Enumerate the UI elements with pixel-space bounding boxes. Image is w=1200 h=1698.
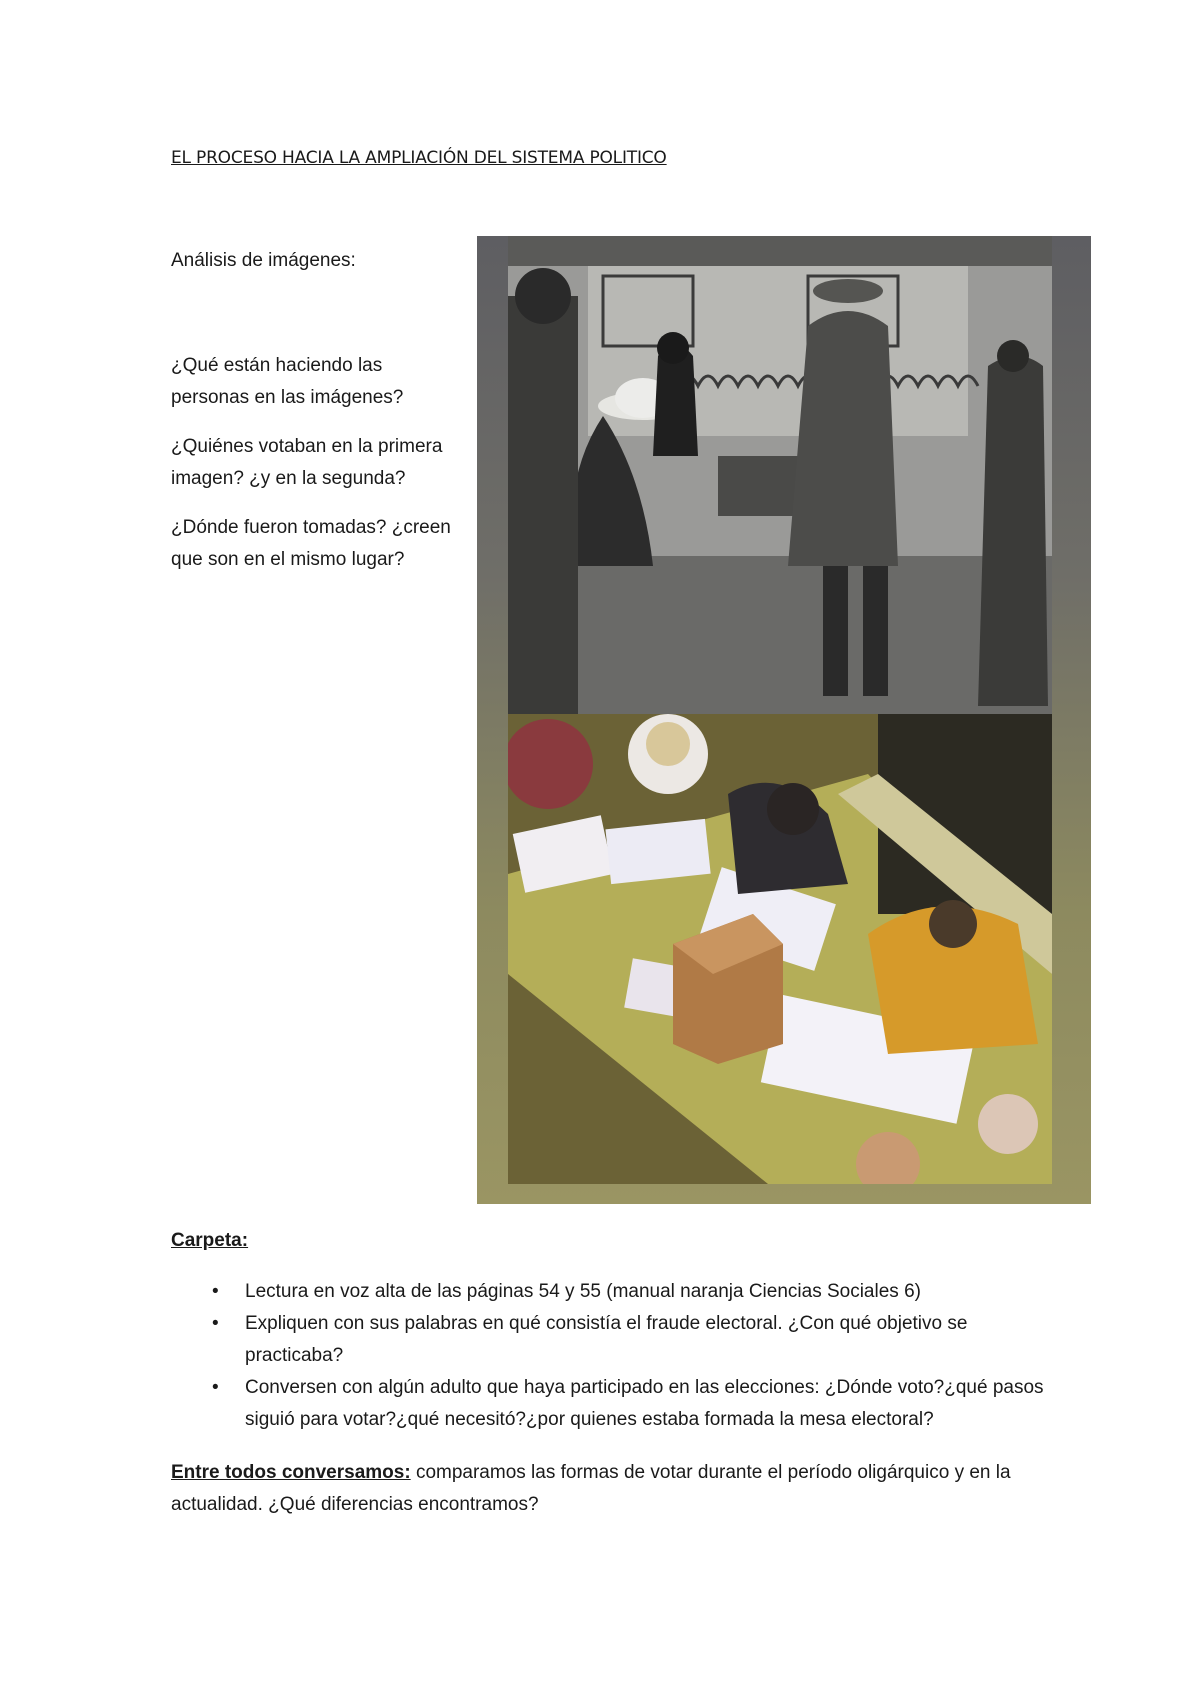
list-item-text: Expliquen con sus palabras en qué consistía el fraude electoral. ¿Con qué objetivo se practicaba? [245, 1313, 968, 1366]
list-item-text: Lectura en voz alta de las páginas 54 y 55 (manual naranja Ciencias Sociales 6) [245, 1281, 921, 1302]
modern-voting-illustration [508, 714, 1052, 1184]
list-item [171, 1372, 1051, 1436]
list-item [171, 1276, 1051, 1308]
analysis-section [171, 245, 471, 297]
bullet-icon: • [212, 1313, 219, 1334]
list-item-text: Conversen con algún adulto que haya participado en las elecciones: ¿Dónde voto?¿qué pasos siguió para votar?¿qué necesitó?¿por quienes estaba formada la mesa electoral? [245, 1377, 1044, 1430]
question-3: ¿Dónde fueron tomadas? ¿creen que son en el mismo lugar? [171, 517, 451, 570]
carpeta-list [171, 1276, 1051, 1436]
analysis-questions [171, 350, 461, 593]
photo-collage [477, 236, 1091, 1204]
question-1: ¿Qué están haciendo las personas en las imágenes? [171, 355, 404, 408]
bullet-icon: • [212, 1281, 219, 1302]
modern-voting-photo [508, 714, 1052, 1184]
bullet-icon: • [212, 1377, 219, 1398]
analysis-heading: Análisis de imágenes: [171, 250, 356, 271]
closing-paragraph [171, 1457, 1051, 1521]
historic-voting-illustration [508, 236, 1052, 714]
page-title: EL PROCESO HACIA LA AMPLIACIÓN DEL SISTEMA POLITICO [171, 148, 667, 168]
closing-lead: Entre todos conversamos: [171, 1462, 411, 1483]
list-item [171, 1308, 1051, 1372]
closing-text: comparamos las formas de votar durante el período oligárquico y en la actualidad. ¿Qué diferencias encontramos? [171, 1462, 1011, 1515]
historic-voting-photo [508, 236, 1052, 714]
question-2: ¿Quiénes votaban en la primera imagen? ¿y en la segunda? [171, 436, 443, 489]
carpeta-heading: Carpeta: [171, 1230, 249, 1251]
